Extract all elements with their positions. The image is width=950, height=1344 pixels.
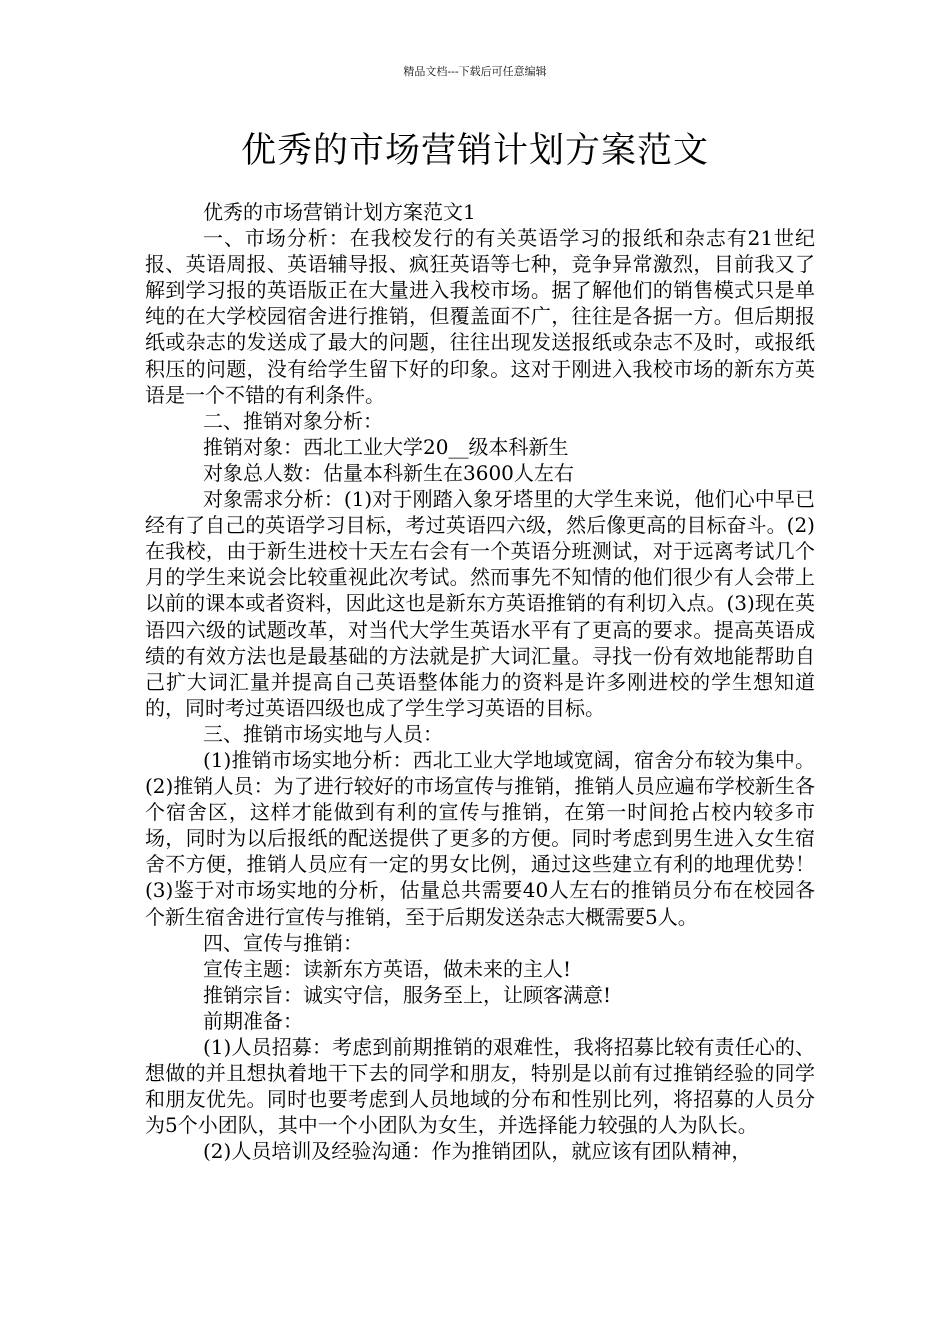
document-body <box>145 199 815 1164</box>
market-analysis-paragraph: 一、市场分析：在我校发行的有关英语学习的报纸和杂志有21世纪报、英语周报、英语辅导报、疯狂英语等七种，竞争异常激烈，目前我又了解到学习报的英语版正在大量进入我校市场。据了解他们的销售模式只是单纯的在大学校园宿舍进行推销，但覆盖面不广，往往是各据一方。但后期报纸或杂志的发送成了最大的问题，往往出现发送报纸或杂志不及时，或报纸积压的问题，没有给学生留下好的印象。这对于刚进入我校市场的新东方英语是一个不错的有利条件。 <box>145 226 815 407</box>
target-audience-line: 推销对象：西北工业大学20__级本科新生 <box>203 434 569 459</box>
target-count-line: 对象总人数：估量本科新生在3600人左右 <box>203 460 574 485</box>
section-heading-promotion: 四、宣传与推销： <box>203 930 363 955</box>
training-paragraph: (2)人员培训及经验沟通：作为推销团队，就应该有团队精神， <box>203 1139 752 1164</box>
preparation-heading: 前期准备： <box>203 1008 303 1033</box>
recruitment-paragraph: (1)人员招募：考虑到前期推销的艰难性，我将招募比较有责任心的、想做的并且想执着地干下去的同学和朋友，特别是以前有过推销经验的同学和朋友优先。同时也要考虑到人员地域的分布和性别比列，将招募的人员分为5个小团队，其中一个小团队为女生，并选择能力较强的人为队长。 <box>145 1035 815 1138</box>
section-heading-target: 二、推销对象分析： <box>203 408 383 433</box>
section-heading-market: 三、推销市场实地与人员： <box>203 721 443 746</box>
market-site-paragraph: (1)推销市场实地分析：西北工业大学地域宽阔，宿舍分布较为集中。(2)推销人员：为了进行较好的市场宣传与推销，推销人员应遍布学校新生各个宿舍区，这样才能做到有利的宣传与推销，在第一时间抢占校内较多市场，同时为以后报纸的配送提供了更多的方便。同时考虑到男生进入女生宿舍不方便，推销人员应有一定的男女比例，通过这些建立有利的地理优势！(3)鉴于对市场实地的分析，估量总共需要40人左右的推销员分布在校园各个新生宿舍进行宣传与推销，至于后期发送杂志大概需要5人。 <box>145 747 815 929</box>
promotion-purpose-line: 推销宗旨：诚实守信，服务至上，让顾客满意! <box>203 982 612 1007</box>
promotion-theme-line: 宣传主题：读新东方英语，做未来的主人! <box>203 956 572 981</box>
header-note: 精品文档---下载后可任意编辑 <box>403 65 547 78</box>
document-title: 优秀的市场营销计划方案范文 <box>240 131 709 171</box>
needs-analysis-paragraph: 对象需求分析：(1)对于刚踏入象牙塔里的大学生来说，他们心中早已经有了自己的英语学习目标，考过英语四六级，然后像更高的目标奋斗。(2)在我校，由于新生进校十天左右会有一个英语分班测试，对于远离考试几个月的学生来说会比较重视此次考试。然而事先不知情的他们很少有人会带上以前的课本或者资料，因此这也是新东方英语推销的有利切入点。(3)现在英语四六级的试题改革，对当代大学生英语水平有了更高的要求。提高英语成绩的有效方法也是最基础的方法就是扩大词汇量。寻找一份有效地能帮助自己扩大词汇量并提高自己英语整体能力的资料是许多刚进校的学生想知道的，同时考过英语四级也成了学生学习英语的目标。 <box>145 487 815 720</box>
subtitle-paragraph: 优秀的市场营销计划方案范文1 <box>203 200 476 224</box>
